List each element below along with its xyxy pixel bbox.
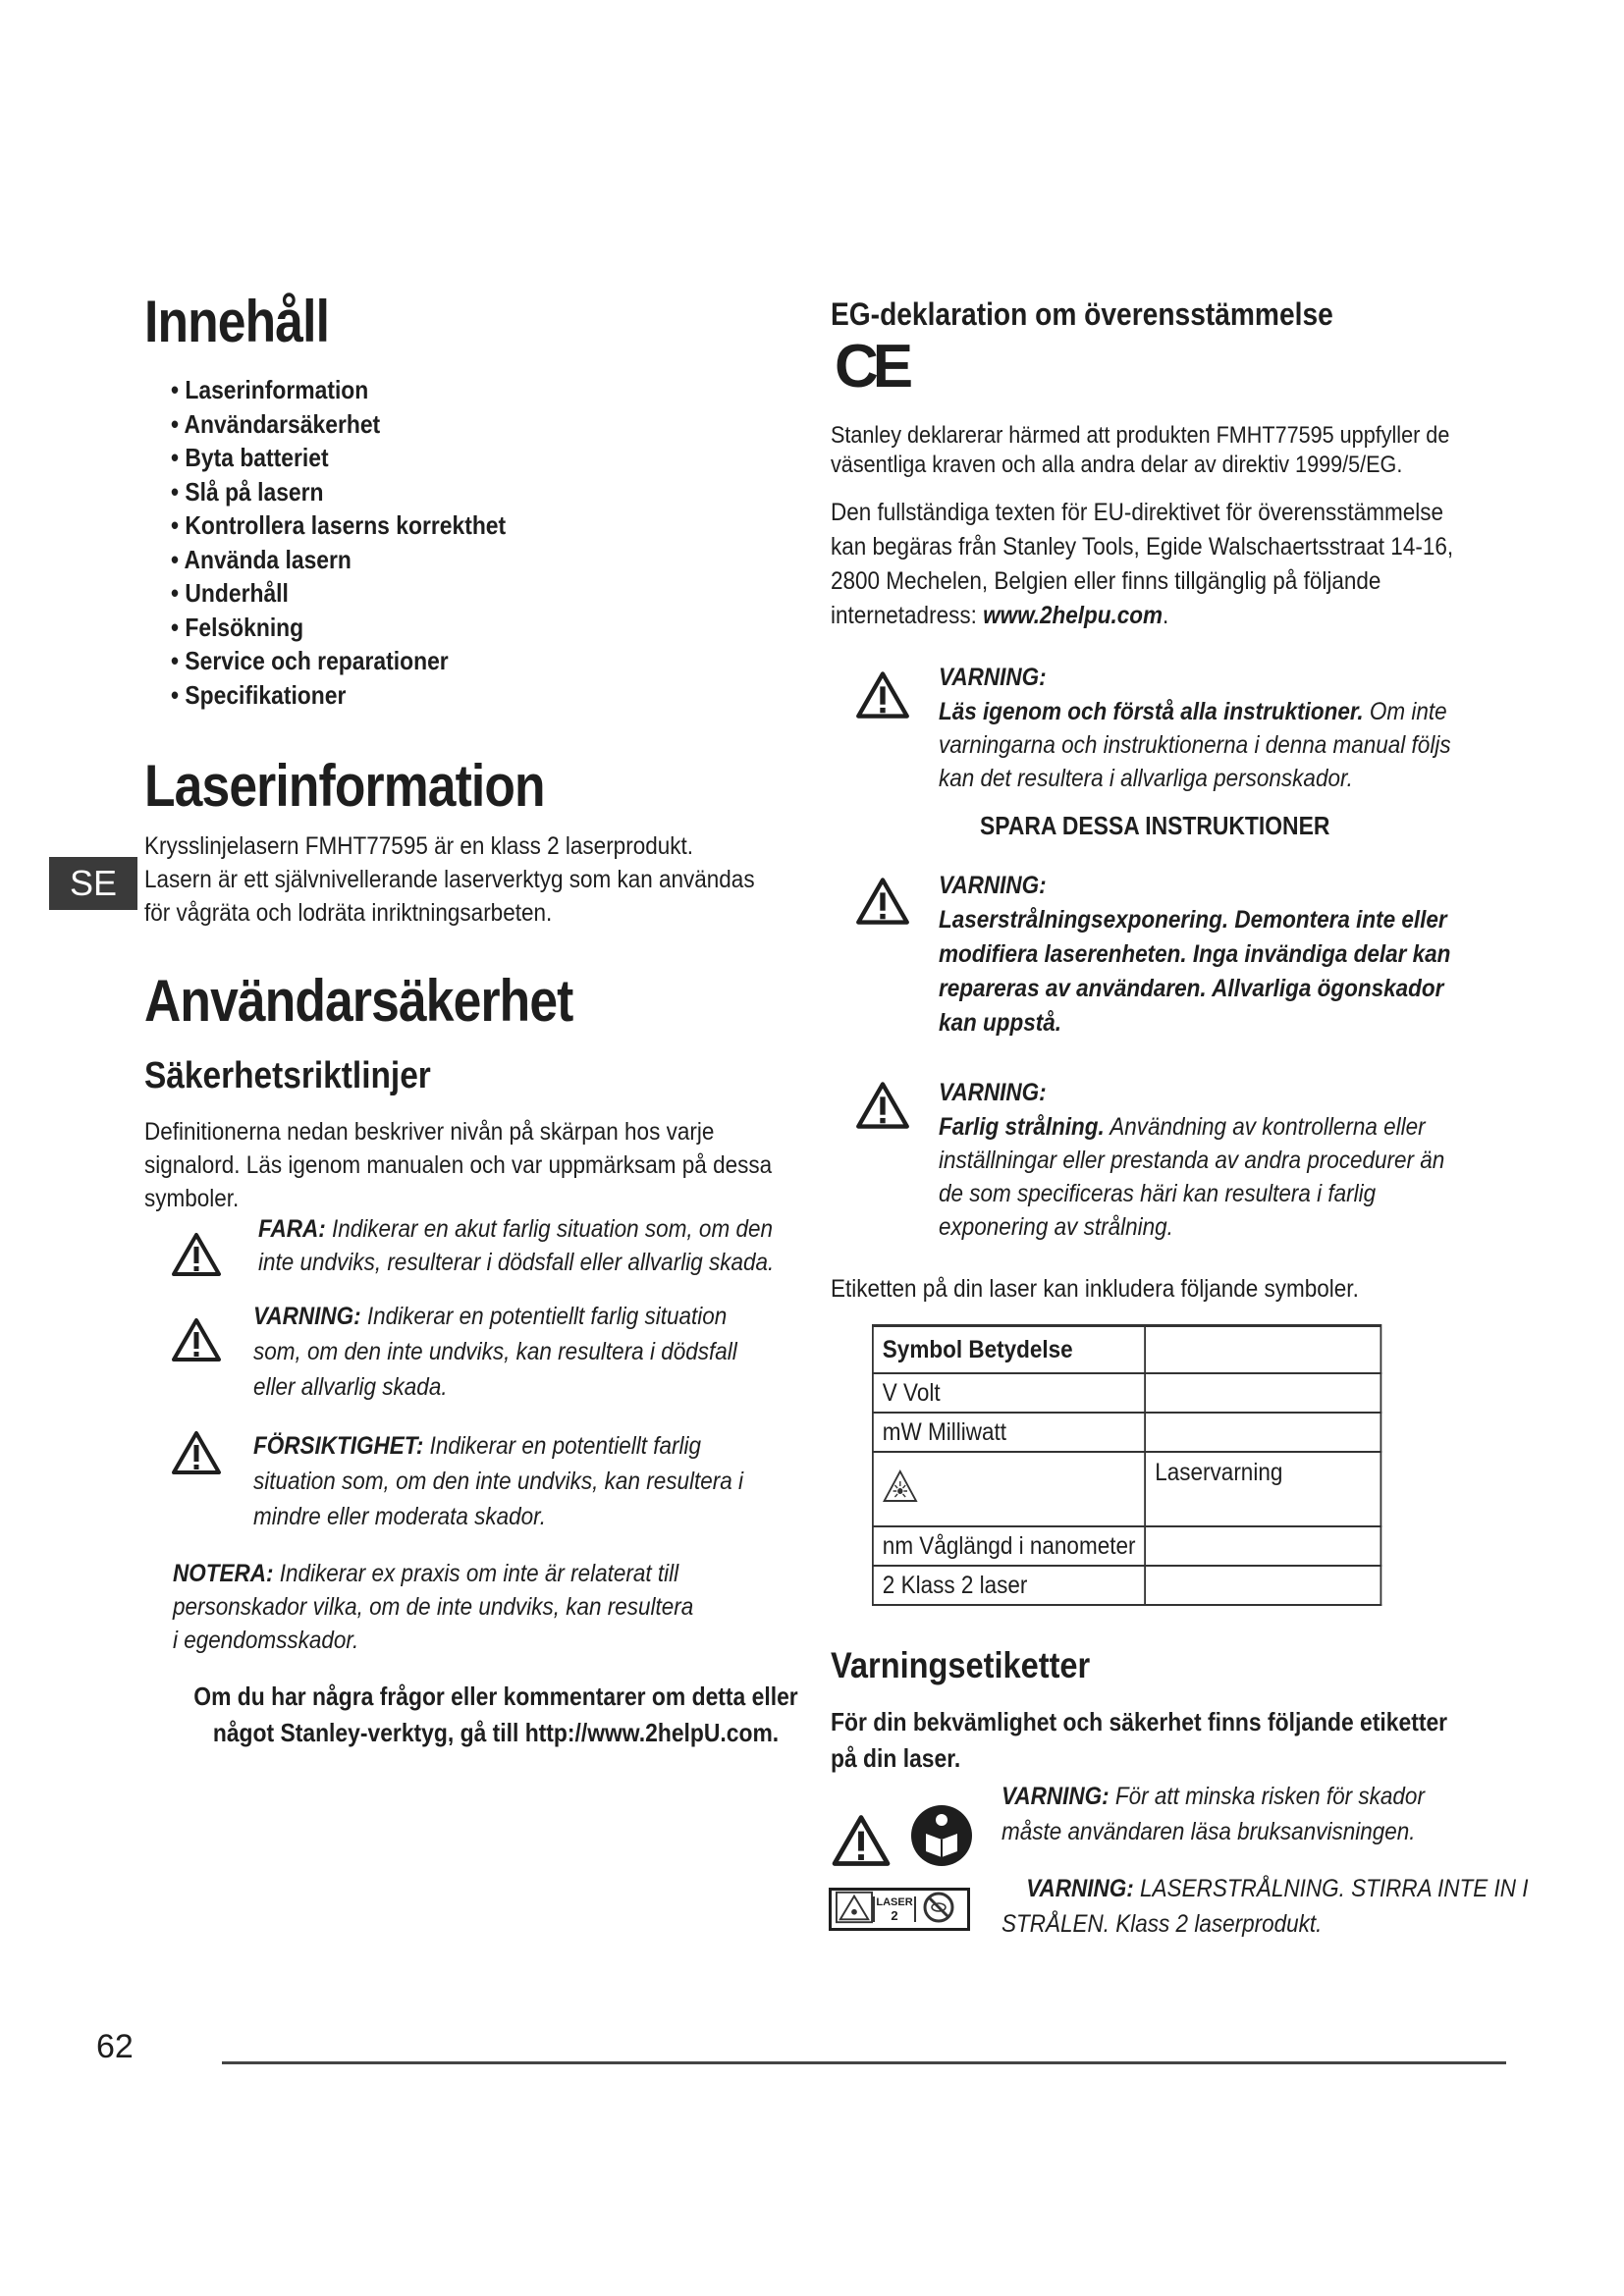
caution-label: FÖRSIKTIGHET: (253, 1432, 424, 1460)
warning-triangle-icon (855, 1081, 910, 1135)
toc-item[interactable]: • Kontrollera laserns korrekthet (171, 510, 507, 540)
laser-class-box (873, 1896, 916, 1922)
table-row (873, 1413, 1380, 1452)
label-2-bold: VARNING: (1026, 1875, 1134, 1902)
danger-label: FARA: (258, 1215, 326, 1243)
label-1-text (1001, 1779, 1426, 1849)
warning-triangle-icon (831, 1814, 892, 1872)
toc-item[interactable]: • Underhåll (171, 578, 289, 608)
warning-1-body: Om inte varningarna och instruktionerna i denna manual följs kan det resultera i allvarliga personskador. (939, 698, 1451, 792)
toc-item[interactable]: • Specifikationer (171, 679, 347, 710)
warning-triangle-icon (171, 1430, 222, 1480)
toc-item[interactable]: • Användarsäkerhet (171, 408, 381, 439)
ec-text-1: Stanley deklarerar härmed att produkten FMHT77595 uppfyller de väsentliga kraven och alla andra delar av direktiv 1999/5/EG. (831, 422, 1450, 478)
table-header-cell: Symbol Betydelse (873, 1326, 1145, 1374)
warning-triangle-icon (855, 670, 910, 724)
table-cell: V Volt (873, 1373, 1145, 1413)
warning-triangle-icon (855, 877, 910, 931)
laserinfo-heading: Laserinformation (144, 753, 545, 819)
toc-item[interactable]: • Slå på lasern (171, 476, 324, 507)
danger-text: Indikerar en akut farlig situation som, om den inte undviks, resulterar i dödsfall eller allvarlig skada. (258, 1215, 775, 1276)
warning-label: VARNING: (253, 1303, 361, 1330)
table-row (873, 1566, 1380, 1605)
ec-text-2 (831, 496, 1485, 633)
read-manual-icon (910, 1804, 973, 1872)
table-cell: mW Milliwatt (873, 1413, 1145, 1452)
ec-text-2b: . (1163, 602, 1169, 629)
language-tab (49, 857, 137, 910)
table-row (873, 1373, 1380, 1413)
guidelines-heading: Säkerhetsriktlinjer (144, 1055, 431, 1096)
label-1-bold: VARNING: (1001, 1783, 1110, 1810)
toc-item[interactable]: • Använda lasern (171, 544, 352, 574)
toc-item[interactable]: • Felsökning (171, 612, 304, 642)
warning-text: Indikerar en potentiellt farlig situation som, om den inte undviks, kan resultera i dödsfall eller allvarlig skada. (253, 1303, 737, 1401)
ec-url-link[interactable]: www.2helpu.com (983, 602, 1164, 629)
warning-labels-heading: Varningsetiketter (831, 1645, 1091, 1685)
toc-item[interactable]: • Service och reparationer (171, 646, 449, 675)
ec-text-2a: Den fullständiga texten för EU-direktivet för överensstämmelse kan begäras från Stanley Tools, Egide Walschaertsstraat 14-16, 2800 Mechelen, Belgien eller finns tillgänglig på följande internetadress: (831, 499, 1454, 629)
laser-class-number: 2 (891, 1908, 898, 1923)
warning-definition (253, 1299, 766, 1405)
toc-item[interactable]: • Laserinformation (171, 375, 369, 404)
table-cell (1145, 1566, 1380, 1605)
note-text: Indikerar ex praxis om inte är relaterat till personskador vilka, om de inte undviks, kan resultera i egendomsskador. (173, 1560, 694, 1654)
label-2-text (1001, 1871, 1549, 1942)
warning-triangle-icon (171, 1317, 222, 1367)
footer-divider (222, 2061, 1506, 2064)
page-number: 62 (96, 2028, 134, 2065)
laser-warning-icon (836, 1891, 873, 1929)
warning-1-text (939, 695, 1487, 795)
language-tab-label: SE (69, 863, 118, 903)
table-cell (1145, 1326, 1380, 1374)
table-of-contents (171, 373, 552, 712)
label-1-body: För att minska risken för skador måste användaren läsa bruksanvisningen. (1001, 1783, 1425, 1845)
save-instructions-text: SPARA DESSA INSTRUKTIONER (980, 811, 1330, 840)
table-header-row (873, 1326, 1380, 1374)
warning-1-bold: Läs igenom och förstå alla instruktioner. (939, 698, 1364, 725)
warning-1-label: VARNING: (939, 664, 1047, 691)
symbol-table (872, 1324, 1381, 1606)
laser-class-label-badge (829, 1888, 970, 1931)
table-row (873, 1526, 1380, 1566)
laserinfo-text: Krysslinjelasern FMHT77595 är en klass 2 laserprodukt. Lasern är ett självnivellerande laserverktyg som kan användas för vågräta och lodräta inriktningsarbeten. (144, 832, 755, 927)
caution-definition (253, 1428, 766, 1534)
warning-2-label: VARNING: (939, 872, 1047, 899)
no-stare-icon (922, 1891, 955, 1929)
warning-labels-intro: För din bekvämlighet och säkerhet finns följande etiketter på din laser. (831, 1707, 1448, 1773)
warning-3-text (939, 1110, 1460, 1244)
table-cell (1145, 1413, 1380, 1452)
note-label: NOTERA: (173, 1560, 274, 1587)
warning-3-label: VARNING: (939, 1079, 1047, 1106)
table-row (873, 1452, 1380, 1526)
table-cell (1145, 1373, 1380, 1413)
table-cell: nm Våglängd i nanometer (873, 1526, 1145, 1566)
laser-warning-icon (883, 1469, 918, 1510)
laser-class-top: LASER (876, 1896, 913, 1908)
ce-mark: CE (835, 333, 908, 400)
contact-text: Om du har några frågor eller kommentarer om detta eller något Stanley-verktyg, gå till http://www.2helpU.com. (193, 1682, 798, 1747)
caution-text: Indikerar en potentiellt farlig situation som, om den inte undviks, kan resultera i mindre eller moderata skador. (253, 1432, 744, 1530)
table-cell (873, 1452, 1145, 1526)
label-intro-text: Etiketten på din laser kan inkludera följande symboler. (831, 1275, 1359, 1303)
note-definition (173, 1557, 703, 1657)
label-2-body: LASERSTRÅLNING. STIRRA INTE IN I STRÅLEN. Klass 2 laserprodukt. (1001, 1875, 1529, 1938)
warning-3-body: Användning av kontrollerna eller inställningar eller prestanda av andra procedurer än de som specificeras häri kan resultera i farlig exponering av strålning. (939, 1113, 1445, 1241)
table-cell: 2 Klass 2 laser (873, 1566, 1145, 1605)
table-cell (1145, 1526, 1380, 1566)
warning-2-text: Laserstrålningsexponering. Demontera inte eller modifiera laserenheten. Inga invändiga delar kan repareras av användaren. Allvarliga ögonskador kan uppstå. (939, 906, 1451, 1037)
warning-3-bold: Farlig strålning. (939, 1113, 1105, 1141)
ec-declaration-heading: EG-deklaration om överensstämmelse (831, 296, 1333, 332)
warning-triangle-icon (171, 1232, 222, 1282)
user-safety-heading: Användarsäkerhet (144, 968, 573, 1034)
guidelines-text: Definitionerna nedan beskriver nivån på skärpan hos varje signalord. Läs igenom manualen och var uppmärksam på dessa symboler. (144, 1118, 773, 1212)
danger-definition (258, 1212, 788, 1279)
toc-item[interactable]: • Byta batteriet (171, 443, 329, 472)
contents-title: Innehåll (144, 289, 330, 354)
table-cell: Laservarning (1145, 1452, 1380, 1526)
